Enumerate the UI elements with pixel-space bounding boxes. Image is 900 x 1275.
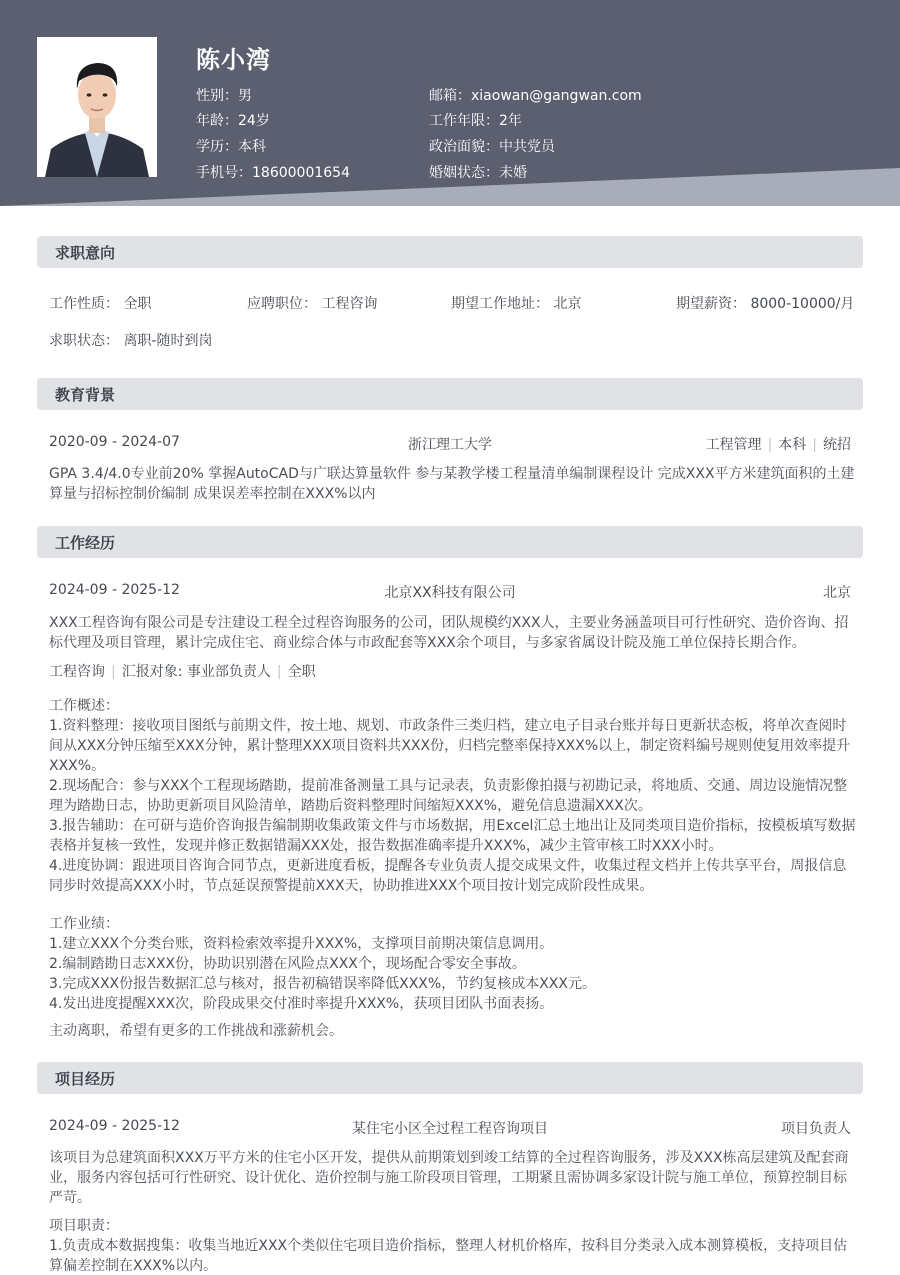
school-name: 浙江理工大学 bbox=[408, 437, 492, 453]
position: 应聘职位： 工程咨询 bbox=[247, 296, 378, 312]
profile-header bbox=[0, 0, 900, 206]
job-status: 求职状态： 离职-随时到岗 bbox=[49, 333, 213, 349]
tag-employment: 全职 bbox=[287, 664, 316, 680]
work-type: 工作性质： 全职 bbox=[49, 296, 152, 312]
education-description: GPA 3.4/4.0专业前20% 掌握AutoCAD与广联达算量软件 参与某教学楼工程量清单编制课程设计 完成XXX平方米建筑面积的土建 算量与招标控制价编制 成果误差率控制在XXX%以内 bbox=[49, 466, 855, 502]
gender: 性别：男 bbox=[196, 88, 252, 104]
project-role: 项目负责人 bbox=[781, 1121, 851, 1137]
tag-industry: 工程咨询 bbox=[49, 664, 105, 680]
work-achievements: 工作业绩： 1.建立XXX个分类台账，资料检索效率提升XXX%，支撑项目前期决策信息调用。 2.编制踏勘日志XXX份，协助识别潜在风险点XXX个，现场配合零安全事故。 3.完成XXX份报告数据汇总与核对，报告初稿错误率降低XXX%，节约复核成本XXX元。 4.发出进度提醒XXX次，阶段成果交付准时率提升XXX%，获项目团队书面表扬。 bbox=[49, 916, 596, 1012]
education-date: 2020-09 - 2024-07 bbox=[49, 434, 180, 450]
email: 邮箱：xiaowan@gangwan.com bbox=[429, 88, 642, 104]
education-row bbox=[49, 434, 851, 456]
work-city: 北京 bbox=[823, 585, 851, 601]
project-row bbox=[49, 1118, 851, 1140]
major: 工程管理 bbox=[705, 437, 762, 453]
work-summary: 工作概述： 1.资料整理：接收项目图纸与前期文件，按土地、规划、市政条件三类归档，建立电子目录台账并每日更新状态板，将单次查阅时 间从XXX分钟压缩至XXX分钟，累计整理XXX项目资料共XXX份，归档完整率保持XXX%以上，制定资料编号规则使复用效率提升 XXX%。 2.现场配合：参与XXX个工程现场踏勘，提前准备测量工具与记录表，负责影像拍摄与初勘记录，将地质、交通、周边设施情况整 理为踏勘日志，协助更新项目风险清单，踏勘后资料整理时间缩短XXX%，避免信息遗漏XXX次。 3.报告辅助：在可研与造价咨询报告编制期收集政策文件与市场数据，用Excel汇总土地出让及同类项目造价指标，按模板填写数据 表格并复核一致性，发现并修正数据错漏XXX处，报告数据准确率提升XXX%，减少主管审核工时XXX小时。 4.进度协调：跟进项目咨询合同节点，更新进度看板，提醒各专业负责人提交成果文件，收集过程文档并上传共享平台，周报信息 同步时效提高XXX小时，节点延误预警提前XXX天，协助推进XXX个项目按计划完成阶段性成果。 bbox=[49, 698, 856, 894]
company-intro: XXX工程咨询有限公司是专注建设工程全过程咨询服务的公司，团队规模约XXX人，主要业务涵盖项目可行性研究、造价咨询、招 标代理及项目管理，累计完成住宅、商业综合体与市政配套等XXX余个项目，与多家省属设计院及施工单位保持长期合作。 bbox=[49, 615, 849, 651]
work-tags: 工程咨询 | 汇报对象: 事业部负责人 | 全职 bbox=[49, 664, 316, 680]
education-meta: 工程管理 | 本科 | 统招 bbox=[705, 437, 851, 453]
expected-location: 期望工作地址： 北京 bbox=[451, 296, 582, 312]
project-date: 2024-09 - 2025-12 bbox=[49, 1118, 180, 1134]
leave-reason: 主动离职，希望有更多的工作挑战和涨薪机会。 bbox=[49, 1023, 343, 1039]
project-duties: 项目职责： 1.负责成本数据搜集：收集当地近XXX个类似住宅项目造价指标，整理人材机价格库，按科目分类录入成本测算模板，支持项目估 算偏差控制在XXX%以内。 bbox=[49, 1218, 848, 1274]
phone: 手机号：18600001654 bbox=[196, 165, 350, 181]
avatar bbox=[37, 37, 157, 177]
project-description: 该项目为总建筑面积XXX万平方米的住宅小区开发，提供从前期策划到竣工结算的全过程咨询服务，涉及XXX栋高层建筑及配套商 业，服务内容包括可行性研究、设计优化、造价控制与施工阶段项目管理，工期紧且需协调多家设计院与施工单位，预算控制目标 严苛。 bbox=[49, 1150, 849, 1206]
company-name: 北京XX科技有限公司 bbox=[384, 585, 516, 601]
age: 年龄：24岁 bbox=[196, 113, 270, 129]
section-education bbox=[37, 378, 863, 410]
section-project bbox=[37, 1062, 863, 1094]
political-status: 政治面貌：中共党员 bbox=[429, 139, 555, 155]
work-date: 2024-09 - 2025-12 bbox=[49, 582, 180, 598]
section-intent bbox=[37, 236, 863, 268]
work-row bbox=[49, 582, 851, 604]
section-title: 求职意向 bbox=[55, 244, 116, 262]
project-name: 某住宅小区全过程工程咨询项目 bbox=[352, 1121, 548, 1137]
enrollment-type: 统招 bbox=[823, 437, 851, 453]
tag-report-to: 汇报对象: 事业部负责人 bbox=[121, 664, 271, 680]
section-title: 工作经历 bbox=[55, 534, 116, 552]
education-level: 学历：本科 bbox=[196, 139, 266, 155]
section-work bbox=[37, 526, 863, 558]
section-title: 项目经历 bbox=[55, 1070, 116, 1088]
candidate-name: 陈小湾 bbox=[196, 46, 271, 74]
work-years: 工作年限：2年 bbox=[429, 113, 522, 129]
marital-status: 婚姻状态：未婚 bbox=[429, 165, 527, 181]
expected-salary: 期望薪资： 8000-10000/月 bbox=[676, 296, 855, 312]
section-title: 教育背景 bbox=[55, 386, 116, 404]
degree: 本科 bbox=[778, 437, 807, 453]
